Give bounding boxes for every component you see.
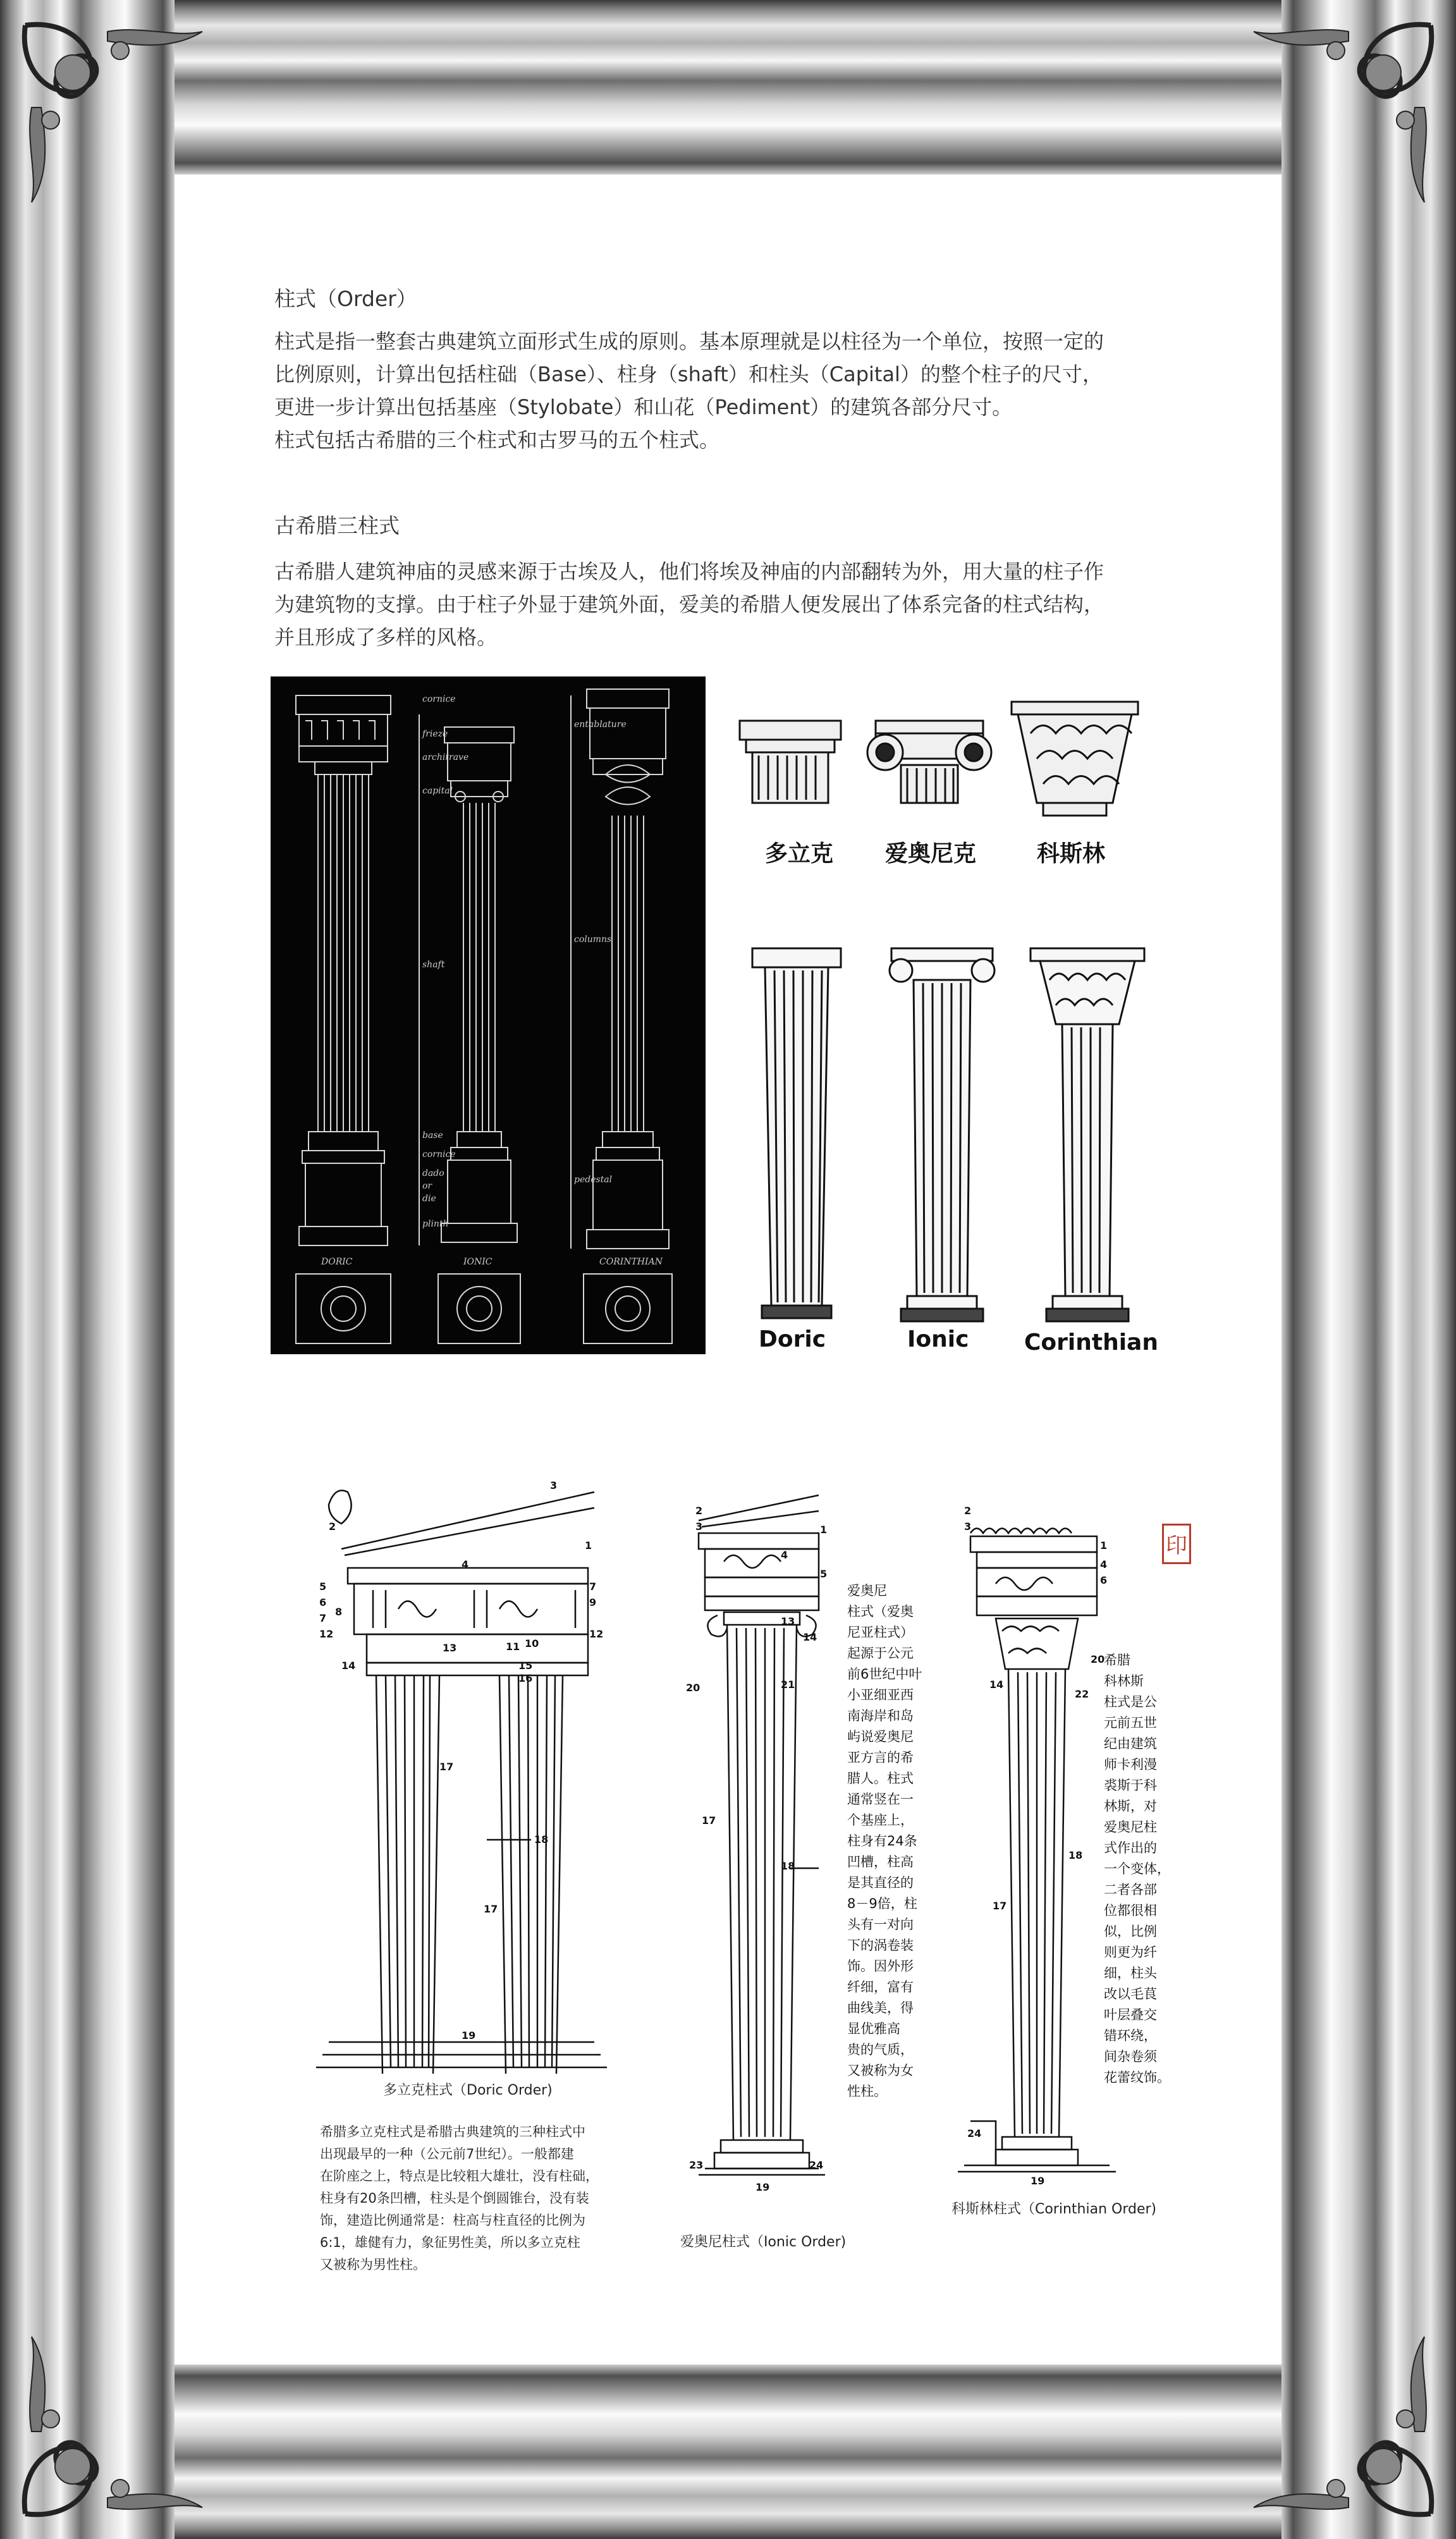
ionic-desc-line-3: 尼亚柱式） (847, 1625, 914, 1640)
corinthian-num-6: 6 (1100, 1574, 1108, 1586)
doric-num-14: 14 (341, 1660, 356, 1672)
corinthian-desc-line-7: 裘斯于科 (1104, 1778, 1157, 1793)
label-shaft: shaft (422, 960, 445, 970)
ionic-desc-line-7: 南海岸和岛 (847, 1708, 914, 1723)
ionic-num-24: 24 (809, 2159, 824, 2171)
corinthian-desc-line-8: 林斯，对 (1104, 1799, 1157, 1814)
ionic-desc-line-13: 柱身有24条 (847, 1833, 917, 1849)
doric-desc-line-4: 柱身有20条凹槽，柱头是个倒圆锥台，没有装 (320, 2191, 589, 2206)
label-dado: dado (422, 1168, 444, 1178)
label-ionic-plan: IONIC (463, 1257, 492, 1267)
doric-num-11: 11 (506, 1641, 520, 1653)
doric-desc-line-2: 出现最早的一种（公元前7世纪）。一般都建 (320, 2146, 574, 2162)
corinthian-desc-line-19: 错环绕， (1104, 2028, 1157, 2043)
ionic-desc-line-21: 曲线美，得 (847, 2000, 914, 2016)
ionic-desc-line-23: 贵的气质， (847, 2042, 914, 2057)
capital-label-doric-cn: 多立克 (765, 841, 834, 867)
ionic-num-21: 21 (781, 1679, 795, 1691)
frame-left-rail (0, 0, 174, 2539)
ionic-desc-line-6: 小亚细亚西 (847, 1687, 914, 1703)
ionic-num-17: 17 (702, 1814, 716, 1826)
ionic-desc-line-14: 凹槽，柱高 (847, 1854, 914, 1869)
greek-paragraph-line-2: 为建筑物的支撑。由于柱子外显于建筑外面，爱美的希腊人便发展出了体系完备的柱式结构， (274, 592, 1104, 616)
ionic-num-3: 3 (695, 1520, 703, 1533)
corinthian-num-4: 4 (1100, 1558, 1108, 1570)
doric-num-6: 6 (319, 1596, 327, 1608)
corinthian-desc-line-14: 似，比例 (1104, 1924, 1157, 1939)
section-title-greek-orders: 古希腊三柱式 (274, 513, 400, 538)
doric-num-18: 18 (534, 1833, 549, 1845)
red-seal-stamp: 印 (1162, 1524, 1191, 1564)
ionic-order-drawing (686, 1483, 838, 2222)
corinthian-desc-line-13: 位都很相 (1104, 1903, 1157, 1918)
doric-desc-line-1: 希腊多立克柱式是希腊古典建筑的三种柱式中 (320, 2124, 585, 2139)
label-cornice-2: cornice (422, 1149, 456, 1159)
corinthian-num-19: 19 (1031, 2175, 1045, 2187)
ionic-description (847, 1581, 922, 2102)
doric-num-17b: 17 (484, 1903, 498, 1915)
doric-num-10: 10 (525, 1637, 539, 1649)
ionic-desc-line-22: 显优雅高 (847, 2021, 900, 2036)
label-plinth: plinth (422, 1219, 449, 1229)
doric-description (320, 2121, 599, 2276)
ionic-desc-line-18: 下的涡卷装 (847, 1938, 914, 1953)
corinthian-order-drawing (958, 1505, 1125, 2200)
ionic-num-20: 20 (686, 1682, 700, 1694)
corinthian-desc-line-9: 爱奥尼柱 (1104, 1820, 1157, 1835)
corinthian-num-1: 1 (1100, 1539, 1108, 1551)
corinthian-desc-line-12: 二者各部 (1104, 1882, 1157, 1897)
corinthian-num-22: 22 (1075, 1688, 1089, 1700)
doric-num-7b: 7 (319, 1612, 327, 1624)
corinthian-num-2: 2 (964, 1505, 972, 1517)
doric-num-1: 1 (585, 1539, 592, 1551)
column-label-ionic: Ionic (907, 1326, 969, 1352)
ionic-caption: 爱奥尼柱式（Ionic Order) (680, 2234, 847, 2250)
corinthian-desc-line-2: 科林斯 (1104, 1673, 1144, 1689)
corinthian-desc-line-1: 希腊 (1104, 1653, 1130, 1668)
doric-desc-line-6: 6:1，雄健有力，象征男性美，所以多立克柱 (320, 2235, 580, 2250)
capitals-illustration (733, 695, 1176, 891)
label-entablature: entablature (574, 719, 627, 730)
doric-num-16: 16 (518, 1672, 533, 1684)
capital-label-ionic-cn: 爱奥尼克 (885, 841, 977, 867)
ionic-desc-line-16: 8－9倍，柱 (847, 1896, 917, 1911)
corinthian-num-17: 17 (993, 1900, 1007, 1912)
greek-paragraph-line-1: 古希腊人建筑神庙的灵感来源于古埃及人，他们将埃及神庙的内部翻转为外，用大量的柱子作 (274, 560, 1104, 584)
ionic-desc-line-20: 纤细，富有 (847, 1979, 914, 1995)
ionic-desc-line-1: 爱奥尼 (847, 1583, 887, 1598)
label-cornice: cornice (422, 694, 456, 704)
corinthian-desc-line-18: 叶层叠交 (1104, 2007, 1157, 2022)
doric-order-drawing (316, 1479, 607, 2074)
corinthian-caption: 科斯林柱式（Corinthian Order) (951, 2201, 1157, 2217)
doric-num-17: 17 (439, 1761, 454, 1773)
order-paragraph-line-2: 比例原则，计算出包括柱础（Base）、柱身（shaft）和柱头（Capital）的整个柱子的尺寸， (274, 362, 1103, 386)
corinthian-desc-line-4: 元前五世 (1104, 1715, 1157, 1730)
doric-caption: 多立克柱式（Doric Order) (383, 2083, 553, 2098)
ionic-num-13: 13 (781, 1615, 795, 1627)
doric-num-2: 2 (329, 1520, 336, 1533)
ionic-desc-line-5: 前6世纪中叶 (847, 1667, 922, 1682)
ionic-num-5: 5 (820, 1568, 828, 1580)
doric-num-4: 4 (462, 1558, 469, 1570)
capital-label-corinthian-cn: 科斯林 (1037, 841, 1106, 867)
corinthian-description (1104, 1650, 1170, 2088)
doric-num-12b: 12 (589, 1628, 604, 1640)
ionic-desc-line-15: 是其直径的 (847, 1875, 914, 1890)
ionic-desc-line-24: 又被称为女 (847, 2063, 914, 2078)
order-paragraph-line-3: 更进一步计算出包括基座（Stylobate）和山花（Pediment）的建筑各部分尺寸。 (274, 395, 1013, 419)
label-frieze: frieze (422, 729, 448, 739)
corinthian-num-3: 3 (964, 1520, 972, 1533)
doric-num-9: 9 (589, 1596, 597, 1608)
doric-num-3: 3 (550, 1479, 558, 1491)
ionic-num-4: 4 (781, 1549, 788, 1561)
column-label-corinthian: Corinthian (1024, 1330, 1158, 1355)
ionic-num-14: 14 (803, 1631, 817, 1643)
doric-num-15: 15 (518, 1660, 533, 1672)
frame-right-rail (1282, 0, 1456, 2539)
ionic-desc-line-25: 性柱。 (847, 2084, 887, 2099)
orders-elevation-diagram (271, 676, 706, 1354)
doric-num-5: 5 (319, 1581, 327, 1593)
ionic-desc-line-2: 柱式（爱奥 (847, 1604, 914, 1619)
doric-num-7: 7 (589, 1581, 597, 1593)
corinthian-desc-line-10: 式作出的 (1104, 1840, 1157, 1856)
ionic-desc-line-10: 腊人。柱式 (847, 1771, 914, 1786)
corinthian-desc-line-5: 纪由建筑 (1104, 1736, 1157, 1751)
orders-elevation-drawing (271, 676, 706, 1354)
ionic-num-23: 23 (689, 2159, 704, 2171)
corinthian-num-14: 14 (989, 1679, 1004, 1691)
label-architrave: architrave (422, 752, 469, 762)
corinthian-desc-line-21: 花蕾纹饰。 (1104, 2070, 1170, 2085)
doric-num-8: 8 (335, 1606, 343, 1618)
ionic-desc-line-8: 屿说爱奥尼 (847, 1729, 914, 1744)
corinthian-desc-line-20: 间杂卷须 (1104, 2049, 1157, 2064)
corinthian-desc-line-15: 则更为纤 (1104, 1945, 1157, 1960)
columns-illustration (733, 942, 1176, 1372)
ionic-desc-line-12: 个基座上， (847, 1813, 914, 1828)
corinthian-num-18: 18 (1068, 1849, 1083, 1861)
greek-paragraph-line-3: 并且形成了多样的风格。 (274, 625, 498, 649)
doric-num-13: 13 (443, 1642, 457, 1654)
corinthian-num-20: 20 (1091, 1653, 1105, 1665)
corinthian-desc-line-3: 柱式是公 (1104, 1694, 1157, 1710)
corinthian-num-24: 24 (967, 2127, 982, 2139)
ionic-num-2: 2 (695, 1505, 703, 1517)
doric-num-19: 19 (462, 2029, 476, 2041)
corinthian-desc-line-6: 师卡利漫 (1104, 1757, 1157, 1772)
column-label-doric: Doric (759, 1326, 826, 1352)
doric-desc-line-5: 饰，建造比例通常是：柱高与柱直径的比例为 (320, 2213, 585, 2228)
ionic-desc-line-9: 亚方言的希 (847, 1750, 914, 1765)
label-or: or (422, 1181, 432, 1191)
ionic-num-1: 1 (820, 1524, 828, 1536)
label-corinthian-plan: CORINTHIAN (599, 1257, 663, 1267)
doric-desc-line-3: 在阶座之上，特点是比较粗大雄壮，没有柱础， (320, 2169, 599, 2184)
ionic-num-18: 18 (781, 1860, 795, 1872)
label-base: base (422, 1130, 443, 1141)
ionic-desc-line-4: 起源于公元 (847, 1646, 914, 1661)
label-pedestal: pedestal (574, 1175, 613, 1185)
ionic-desc-line-17: 头有一对向 (847, 1917, 914, 1932)
label-columns: columns (574, 934, 612, 945)
corinthian-desc-line-17: 改以毛茛 (1104, 1986, 1157, 2002)
label-die: die (422, 1194, 436, 1204)
doric-num-12: 12 (319, 1628, 334, 1640)
label-capital: capital (422, 786, 453, 796)
ionic-num-19: 19 (756, 2181, 770, 2193)
corinthian-desc-line-16: 细，柱头 (1104, 1966, 1157, 1981)
order-paragraph-line-1: 柱式是指一整套古典建筑立面形式生成的原则。基本原理就是以柱径为一个单位，按照一定的 (274, 329, 1104, 353)
doric-desc-line-7: 又被称为男性柱。 (320, 2257, 426, 2272)
ionic-desc-line-11: 通常竖在一 (847, 1792, 914, 1807)
corinthian-desc-line-11: 一个变体， (1104, 1861, 1170, 1876)
order-paragraph-line-4: 柱式包括古希腊的三个柱式和古罗马的五个柱式。 (274, 428, 720, 452)
ionic-desc-line-19: 饰。因外形 (847, 1959, 914, 1974)
section-title-order: 柱式（Order） (274, 286, 417, 311)
label-doric-plan: DORIC (321, 1257, 353, 1267)
